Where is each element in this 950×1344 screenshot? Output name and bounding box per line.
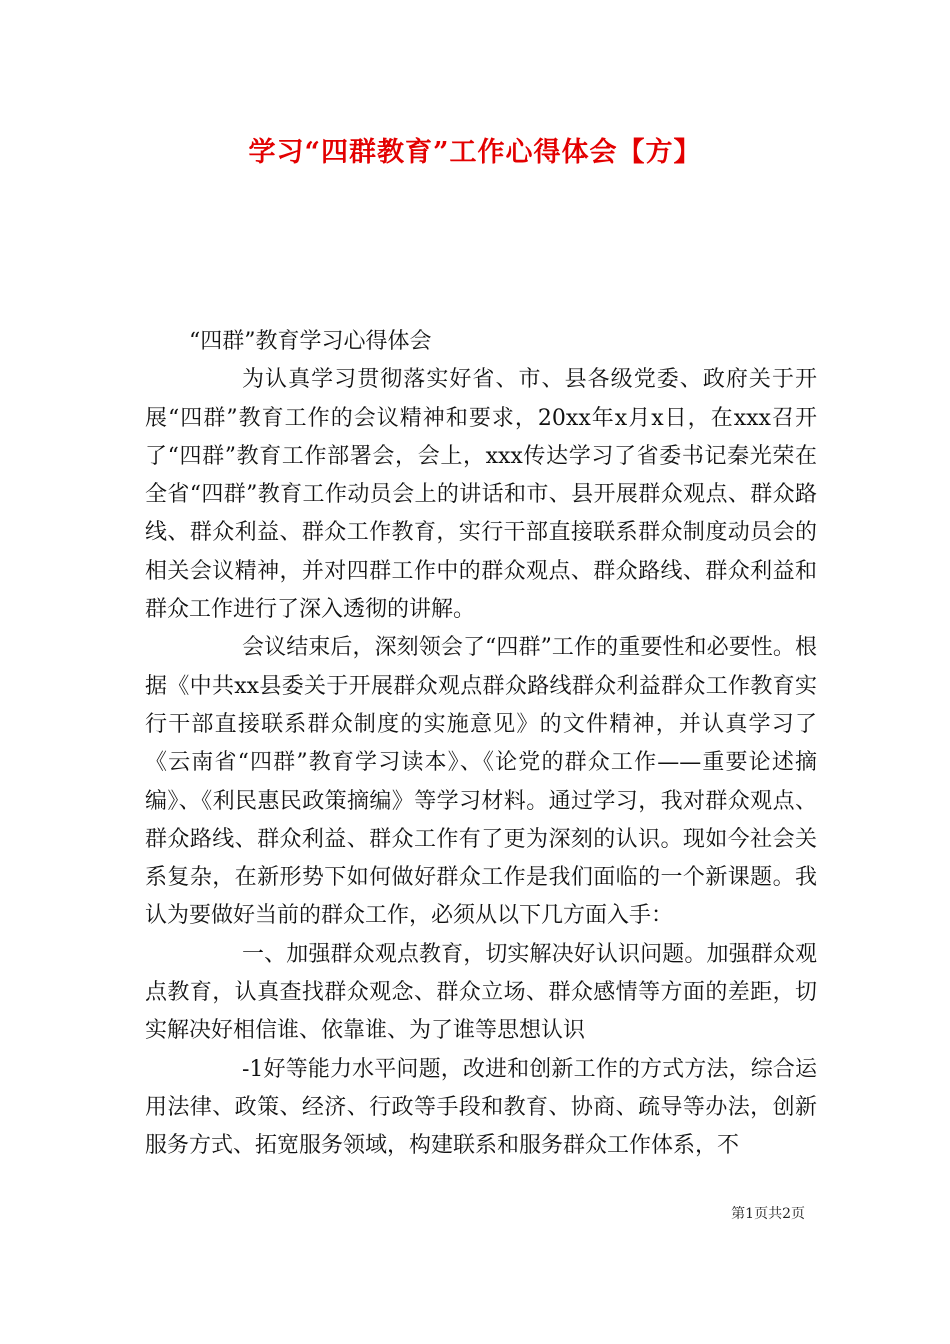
document-subtitle: “四群”教育学习心得体会 — [189, 329, 432, 354]
paragraph-3: 一、加强群众观点教育，切实解决好认识问题。加强群众观点教育，认真查找群众观念、群众立场、群众感情等方面的差距，切实解决好相信谁、依靠谁、为了谁等思想认识 — [145, 941, 817, 1044]
document-title: 学习“四群教育”工作心得体会【方】 — [248, 137, 702, 168]
paragraph-2: 会议结束后，深刻领会了“四群”工作的重要性和必要性。根据《中共xx县委关于开展群众观点群众路线群众利益群众工作教育实行干部直接联系群众制度的实施意见》的文件精神，并认真学习了《云南省“四群”教育学习读本》、《论党的群众工作——重要论述摘编》、《利民惠民政策摘编》等学习材料。通过学习，我对群众观点、群众路线、群众利益、群众工作有了更为深刻的认识。现如今社会关系复杂，在新形势下如何做好群众工作是我们面临的一个新课题。我认为要做好当前的群众工作，必须从以下几方面入手： — [145, 635, 817, 929]
paragraph-4: -1好等能力水平问题，改进和创新工作的方式方法，综合运用法律、政策、经济、行政等手段和教育、协商、疏导等办法，创新服务方式、拓宽服务领域，构建联系和服务群众工作体系，不 — [145, 1056, 817, 1159]
paragraph-1: 为认真学习贯彻落实好省、市、县各级党委、政府关于开展“四群”教育工作的会议精神和要求，20xx年x月x日，在xxx召开了“四群”教育工作部署会，会上，xxx传达学习了省委书记秦光荣在全省“四群”教育工作动员会上的讲话和市、县开展群众观点、群众路线、群众利益、群众工作教育，实行干部直接联系群众制度动员会的相关会议精神，并对四群工作中的群众观点、群众路线、群众利益和群众工作进行了深入透彻的讲解。 — [145, 367, 817, 623]
page-number: 第1页共2页 — [731, 1206, 805, 1222]
document-body — [145, 323, 817, 1166]
